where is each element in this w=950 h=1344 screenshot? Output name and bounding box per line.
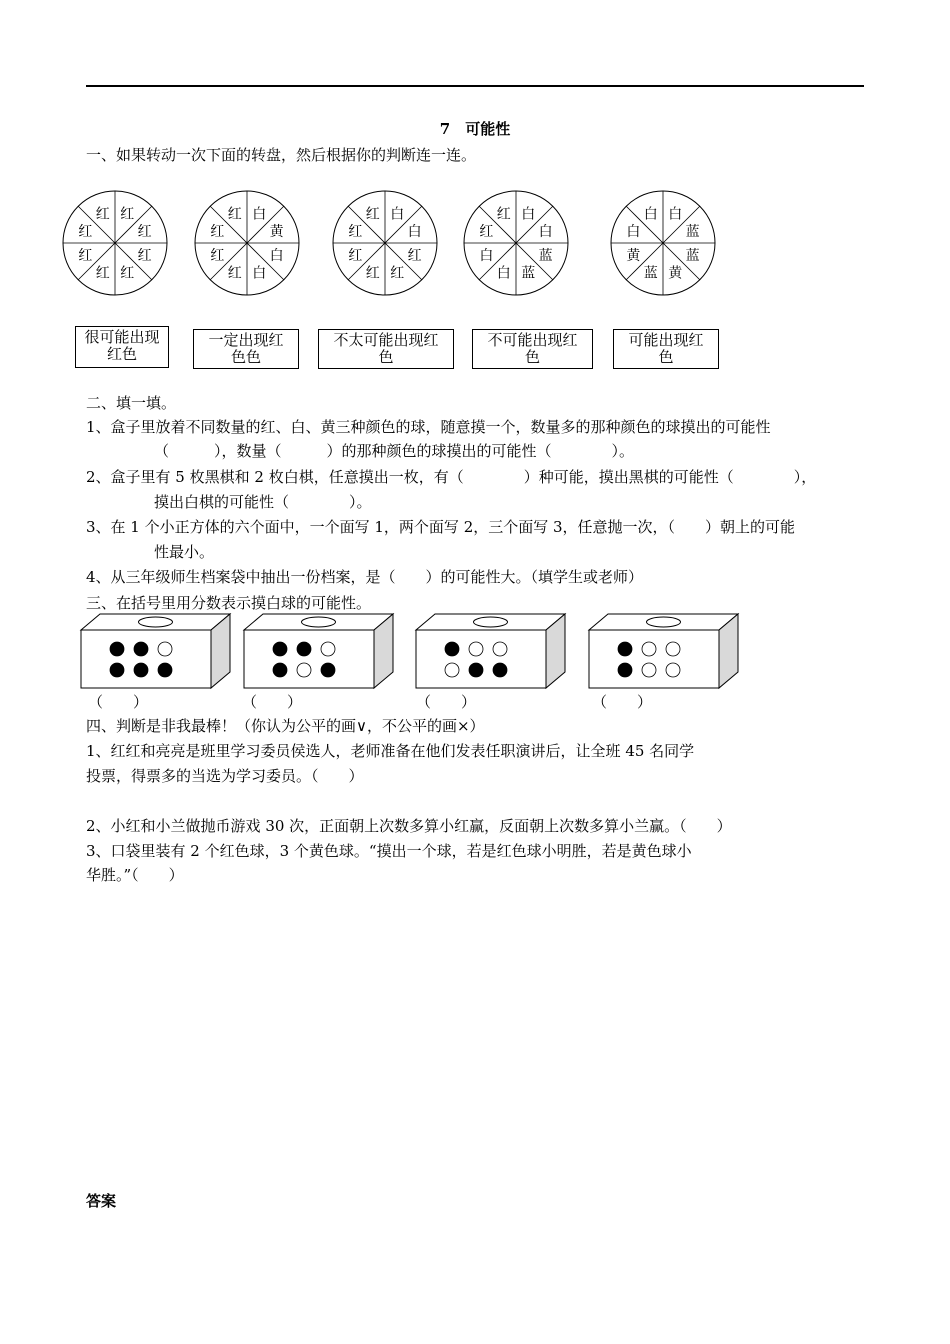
white-ball <box>642 663 656 677</box>
q4-1-line2: 投票，得票多的当选为学习委员。（ ） <box>86 767 364 785</box>
label-text: 色色 <box>230 348 261 366</box>
white-ball <box>642 642 656 656</box>
black-ball <box>273 642 287 656</box>
box-slot <box>474 617 508 627</box>
answer-paren-4[interactable]: （ ） <box>592 693 653 711</box>
spinner-sector-label: 白 <box>269 248 284 265</box>
box-front <box>589 630 719 688</box>
spinner-sector-label: 黄 <box>668 265 683 282</box>
label-box-3[interactable] <box>318 329 454 369</box>
label-box-2[interactable] <box>193 329 299 369</box>
black-ball <box>110 642 124 656</box>
spinner-sector-label: 红 <box>95 265 110 282</box>
spinner-sector-label: 红 <box>137 248 152 265</box>
spinner-sector-label: 白 <box>521 206 536 223</box>
black-ball <box>297 642 311 656</box>
black-ball <box>134 642 148 656</box>
white-ball <box>666 663 680 677</box>
spinner-sector-label: 蓝 <box>643 265 658 282</box>
spinner-sector-label: 红 <box>390 265 405 282</box>
answer-paren-2[interactable]: （ ） <box>242 693 303 711</box>
label-text: 不太可能出现红 <box>333 331 439 349</box>
q2-4: 4、从三年级师生档案袋中抽出一份档案，是（ ）的可能性大。（填学生或老师） <box>86 568 644 586</box>
spinner-sector-label: 白 <box>390 206 405 223</box>
q2-2-line2: 摸出白棋的可能性（ ）。 <box>154 493 372 511</box>
spinner-sector-label: 红 <box>365 206 380 223</box>
spinner-sector-label: 白 <box>252 206 267 223</box>
black-ball <box>493 663 507 677</box>
q4-3-line1: 3、口袋里装有 2 个红色球，3 个黄色球。“摸出一个球，若是红色球小明胜，若是黄色球小 <box>86 842 692 860</box>
spinner-sector-label: 红 <box>227 265 242 282</box>
q2-2-line1: 2、盒子里有 5 枚黑棋和 2 枚白棋，任意摸出一枚，有（ ）种可能，摸出黑棋的可能性（ ）， <box>86 468 817 486</box>
label-box-5[interactable] <box>613 329 719 369</box>
q4-3-line2: 华胜。”（ ） <box>86 866 184 884</box>
spinner-sector-label: 蓝 <box>521 265 536 282</box>
spinner-sector-label: 红 <box>137 223 152 240</box>
spinner-sector-label: 蓝 <box>538 248 553 265</box>
box-front <box>81 630 211 688</box>
spinner-sector-label: 红 <box>210 248 225 265</box>
black-ball <box>134 663 148 677</box>
black-ball <box>618 663 632 677</box>
spinner-sector-label: 白 <box>626 223 641 240</box>
white-ball <box>158 642 172 656</box>
label-text: 色 <box>378 348 394 366</box>
white-ball <box>321 642 335 656</box>
black-ball <box>321 663 335 677</box>
black-ball <box>618 642 632 656</box>
spinner-sector-label: 黄 <box>269 223 284 240</box>
box-slot <box>647 617 681 627</box>
section3-heading: 三、在括号里用分数表示摸白球的可能性。 <box>86 594 372 612</box>
spinner-sector-label: 红 <box>78 223 93 240</box>
black-ball <box>273 663 287 677</box>
spinner-sector-label: 白 <box>407 223 422 240</box>
q2-3-line1: 3、在 1 个小正方体的六个面中，一个面写 1，两个面写 2，三个面写 3，任意抛一次，（ ）朝上的可能 <box>86 518 796 536</box>
spinner-sector-label: 白 <box>252 265 267 282</box>
spinner-sector-label: 红 <box>407 248 422 265</box>
black-ball <box>469 663 483 677</box>
spinner-sector-label: 红 <box>479 223 494 240</box>
label-text: 不可能出现红 <box>487 331 578 349</box>
label-text: 色 <box>658 348 674 366</box>
spinner-sector-label: 红 <box>365 265 380 282</box>
white-ball <box>445 663 459 677</box>
spinner-sector-label: 红 <box>120 206 135 223</box>
box-front <box>416 630 546 688</box>
spinner-sector-label: 白 <box>538 223 553 240</box>
box-slot <box>302 617 336 627</box>
q4-2: 2、小红和小兰做抛币游戏 30 次，正面朝上次数多算小红赢，反面朝上次数多算小兰赢。（ ） <box>86 817 732 835</box>
white-ball <box>297 663 311 677</box>
black-ball <box>110 663 124 677</box>
label-text: 很可能出现 <box>84 328 160 346</box>
spinner-sector-label: 白 <box>479 248 494 265</box>
label-text: 一定出现红 <box>208 331 284 349</box>
label-box-1[interactable] <box>75 326 169 368</box>
spinner-sector-label: 白 <box>496 265 511 282</box>
page-title: 7 可能性 <box>439 120 511 138</box>
spinner-sector-label: 红 <box>227 206 242 223</box>
spinner-sector-label: 红 <box>348 248 363 265</box>
answer-paren-3[interactable]: （ ） <box>416 693 477 711</box>
spinner-sector-label: 白 <box>668 206 683 223</box>
black-ball <box>158 663 172 677</box>
answer-heading: 答案 <box>86 1192 117 1210</box>
spinner-sector-label: 红 <box>210 223 225 240</box>
spinner-sector-label: 蓝 <box>685 248 700 265</box>
spinner-sector-label: 红 <box>496 206 511 223</box>
spinner-sector-label: 红 <box>120 265 135 282</box>
spinner-sector-label: 黄 <box>626 248 641 265</box>
q2-3-line2: 性最小。 <box>154 543 215 561</box>
section1-heading: 一、如果转动一次下面的转盘，然后根据你的判断连一连。 <box>86 146 477 164</box>
spinner-sector-label: 白 <box>643 206 658 223</box>
box-front <box>244 630 374 688</box>
answer-paren-1[interactable]: （ ） <box>88 693 149 711</box>
spinner-sector-label: 红 <box>78 248 93 265</box>
black-ball <box>445 642 459 656</box>
spinner-sector-label: 红 <box>95 206 110 223</box>
label-text: 可能出现红 <box>628 331 704 349</box>
q2-1-line1: 1、盒子里放着不同数量的红、白、黄三种颜色的球，随意摸一个，数量多的那种颜色的球摸出的可能性 <box>86 418 771 436</box>
white-ball <box>666 642 680 656</box>
white-ball <box>493 642 507 656</box>
label-text: 色 <box>524 348 540 366</box>
spinner-sector-label: 蓝 <box>685 223 700 240</box>
section2-heading: 二、填一填。 <box>86 394 177 412</box>
section4-heading: 四、判断是非我最棒！（你认为公平的画∨，不公平的画×） <box>86 717 485 735</box>
label-text: 红色 <box>106 345 137 363</box>
q4-1-line1: 1、红红和亮亮是班里学习委员侯选人，老师准备在他们发表任职演讲后，让全班 45 名同学 <box>86 742 695 760</box>
spinner-sector-label: 红 <box>348 223 363 240</box>
white-ball <box>469 642 483 656</box>
label-box-4[interactable] <box>472 329 593 369</box>
box-slot <box>139 617 173 627</box>
q2-1-line2: （ ），数量（ ）的那种颜色的球摸出的可能性（ ）。 <box>154 442 635 460</box>
